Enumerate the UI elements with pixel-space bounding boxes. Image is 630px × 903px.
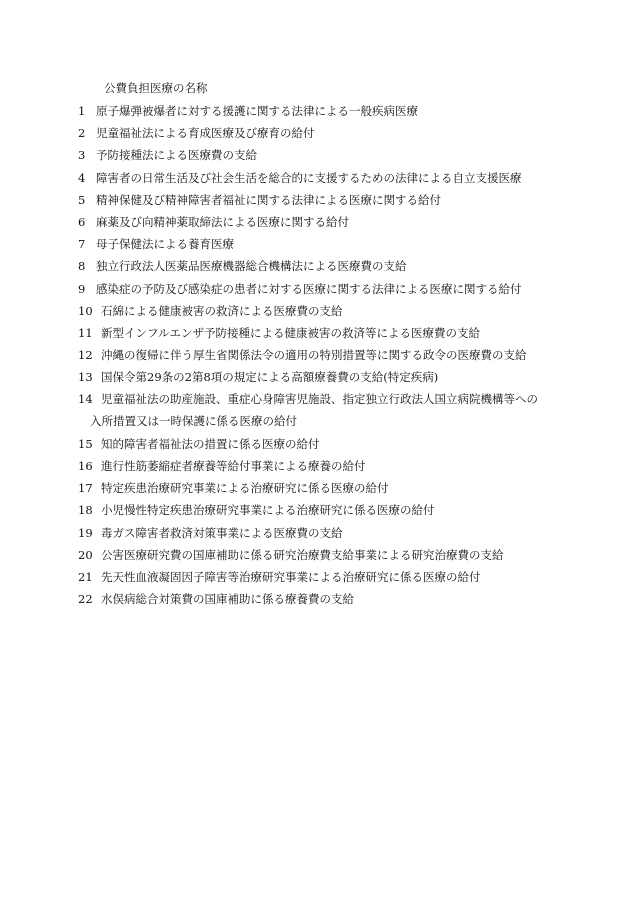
item-text: 特定疾患治療研究事業による治療研究に係る医療の給付 [101, 481, 389, 496]
item-number: 9 [78, 281, 86, 296]
item-text: 予防接種法による医療費の支給 [96, 148, 257, 163]
item-number: 17 [78, 481, 93, 496]
list-item [0, 144, 630, 166]
item-number: 19 [78, 525, 93, 540]
item-number: 12 [78, 348, 93, 363]
list-item [0, 566, 630, 588]
list-item [0, 522, 630, 544]
list-item [0, 189, 630, 211]
list-item [0, 233, 630, 255]
item-number: 22 [78, 592, 93, 607]
item-number: 1 [78, 104, 86, 118]
list-item [0, 588, 630, 610]
item-list [0, 100, 630, 610]
list-item [0, 388, 630, 432]
list-item [0, 167, 630, 189]
item-text: 原子爆弾被爆者に対する援護に関する法律による一般疾病医療 [96, 104, 418, 118]
item-number: 10 [78, 303, 93, 318]
list-item [0, 100, 630, 122]
item-number: 7 [78, 237, 86, 252]
list-item [0, 477, 630, 499]
item-text: 精神保健及び精神障害者福祉に関する法律による医療に関する給付 [96, 192, 441, 207]
item-number: 20 [78, 547, 93, 562]
item-number: 2 [78, 126, 86, 141]
list-item [0, 322, 630, 344]
list-item [0, 122, 630, 144]
item-text: 石綿による健康被害の救済による医療費の支給 [101, 303, 343, 318]
item-text: 沖縄の復帰に伴う厚生省関係法令の適用の特別措置等に関する政令の医療費の支給 [101, 348, 527, 363]
item-text: 母子保健法による養育医療 [96, 237, 234, 252]
list-item [0, 455, 630, 477]
list-item [0, 544, 630, 566]
list-item [0, 499, 630, 521]
item-text: 児童福祉法の助産施設、重症心身障害児施設、指定独立行政法人国立病院機構等への [101, 392, 538, 407]
item-text: 児童福祉法による育成医療及び療育の給付 [96, 126, 315, 141]
item-text: 障害者の日常生活及び社会生活を総合的に支援するための法律による自立支援医療 [96, 170, 522, 185]
item-number: 4 [78, 170, 86, 185]
item-text: 新型インフルエンザ予防接種による健康被害の救済等による医療費の支給 [101, 325, 481, 340]
list-item [0, 255, 630, 277]
item-number: 3 [78, 148, 86, 163]
item-number: 13 [78, 370, 93, 385]
item-text: 水俣病総合対策費の国庫補助に係る療養費の支給 [101, 592, 354, 607]
list-item [0, 278, 630, 300]
item-text: 独立行政法人医薬品医療機器総合機構法による医療費の支給 [96, 259, 407, 274]
item-number: 15 [78, 436, 93, 451]
list-item [0, 366, 630, 388]
item-text: 先天性血液凝固因子障害等治療研究事業による治療研究に係る医療の給付 [101, 569, 481, 584]
item-text: 公害医療研究費の国庫補助に係る研究治療費支給事業による研究治療費の支給 [101, 547, 504, 562]
item-text: 小児慢性特定疾患治療研究事業による治療研究に係る医療の給付 [101, 503, 435, 518]
item-number: 21 [78, 569, 93, 584]
list-item [0, 344, 630, 366]
item-text: 麻薬及び向精神薬取締法による医療に関する給付 [96, 214, 349, 229]
item-text: 知的障害者福祉法の措置に係る医療の給付 [101, 436, 320, 451]
item-text: 国保令第29条の2第8項の規定による高額療養費の支給(特定疾病) [101, 370, 439, 385]
item-number: 5 [78, 192, 86, 207]
list-item [0, 433, 630, 455]
item-number: 14 [78, 392, 93, 407]
item-number: 16 [78, 459, 93, 474]
document-title: 公費負担医療の名称 [104, 81, 208, 95]
item-number: 11 [78, 325, 93, 340]
item-number: 8 [78, 259, 86, 274]
item-number: 18 [78, 503, 93, 518]
item-text-continuation: 入所措置又は一時保護に係る医療の給付 [90, 414, 297, 429]
list-item [0, 211, 630, 233]
list-item [0, 300, 630, 322]
item-text: 毒ガス障害者救済対策事業による医療費の支給 [101, 525, 343, 540]
item-text: 感染症の予防及び感染症の患者に対する医療に関する法律による医療に関する給付 [96, 281, 522, 296]
item-text: 進行性筋萎縮症者療養等給付事業による療養の給付 [101, 459, 366, 474]
item-number: 6 [78, 214, 86, 229]
